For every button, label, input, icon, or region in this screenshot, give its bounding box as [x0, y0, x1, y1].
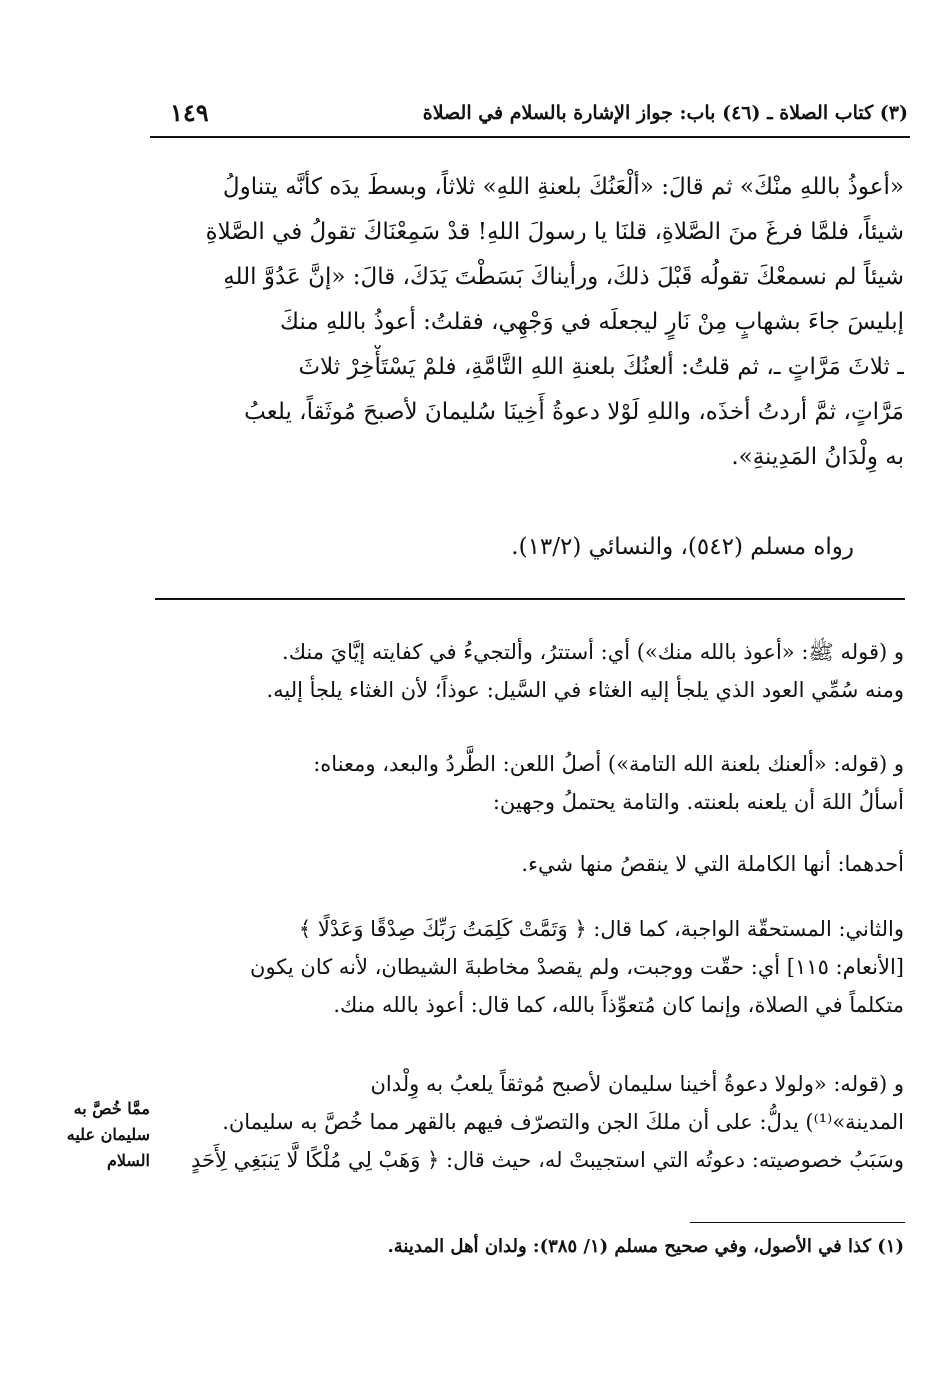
margin-note — [20, 1096, 150, 1174]
hadith-line: ـ ثلاثَ مَرَّاتٍ ـ، ثم قلتُ: ألعنُكَ بلعنةِ اللهِ التَّامَّةِ، فلمْ يَسْتَأْخِرْ ثلاثَ — [298, 354, 904, 380]
commentary-line: أحدهما: أنها الكاملة التي لا ينقصُ منها شيء. — [521, 852, 904, 876]
commentary-paragraph — [144, 1065, 904, 1179]
commentary-line: المدينة»⁽¹⁾) يدلُّ: على أن ملكَ الجن والتصرّف فيهم بالقهر مما خُصَّ به سليمان. — [222, 1110, 904, 1134]
margin-note-line: ممَّا خُصَّ به — [73, 1099, 150, 1118]
hadith-source: رواه مسلم (٥٤٢)، والنسائي (١٣/٢). — [511, 534, 854, 560]
page-number: ١٤٩ — [170, 98, 209, 127]
commentary-line: وسَبَبُ خصوصيته: دعوتُه التي استجيبتْ له، حيث قال: ﴿ وَهَبْ لِي مُلْكًا لَّا يَنبَغِي لِأَحَدٍ — [190, 1148, 904, 1172]
hadith-line: مَرَّاتٍ، ثمَّ أردتُ أخذَه، واللهِ لَوْلا دعوةُ أَخِينَا سُليمانَ لأصبحَ مُوثَقاً، يلعبُ — [244, 399, 904, 425]
commentary-line: و (قوله: «ولولا دعوةُ أخينا سليمان لأصبح مُوثقاً يلعبُ به وِلْدان — [370, 1072, 904, 1096]
commentary-line: ومنه سُمِّي العود الذي يلجأ إليه الغثاء في السَّيل: عوذاً؛ لأن الغثاء يلجأ إليه. — [266, 678, 904, 702]
hadith-line: شيئاً، فلمَّا فرغَ منَ الصَّلاةِ، قلنَا يا رسولَ اللهِ! قدْ سَمِعْنَاكَ تقولُ في الصَّلاةِ — [205, 219, 904, 245]
footnote: (١) كذا في الأصول، وفي صحيح مسلم (١/ ٣٨٥): ولدان أهل المدينة. — [387, 1236, 904, 1257]
margin-note-line: سليمان عليه — [66, 1125, 150, 1144]
section-divider — [155, 598, 905, 600]
commentary-line: [الأنعام: ١١٥] أي: حقّت ووجبت، ولم يقصدْ مخاطبةَ الشيطان، لأنه كان يكون — [250, 955, 904, 979]
hadith-text — [144, 165, 904, 480]
commentary-line: أسألُ اللهَ أن يلعنه بلعنته. والتامة يحتملُ وجهين: — [492, 790, 904, 814]
header-rule — [150, 136, 910, 138]
footnote-rule — [690, 1222, 905, 1223]
commentary-line: و (قوله: «ألعنك بلعنة الله التامة») أصلُ اللعن: الطَّردُ والبعد، ومعناه: — [313, 752, 904, 776]
commentary-line: والثاني: المستحقّة الواجبة، كما قال: ﴿ وَتَمَّتْ كَلِمَتُ رَبِّكَ صِدْقًا وَعَدْلًا ﴾ — [298, 917, 904, 941]
commentary-paragraph — [144, 910, 904, 1024]
running-title: (٣) كتاب الصلاة ـ (٤٦) باب: جواز الإشارة بالسلام في الصلاة — [422, 102, 908, 124]
hadith-line: إبليسَ جاءَ بشهابٍ مِنْ نَارٍ ليجعلَه في وَجْهِي، فقلتُ: أعوذُ باللهِ منكَ — [280, 309, 904, 335]
hadith-line: شيئاً لم نسمعْكَ تقولُه قَبْلَ ذلكَ، ورأيناكَ بَسَطْتَ يَدَكَ، قالَ: «إنَّ عَدُوَّ اللهِ — [223, 264, 904, 290]
commentary-paragraph — [144, 633, 904, 709]
margin-note-line: السلام — [106, 1151, 150, 1170]
commentary-paragraph — [144, 745, 904, 821]
commentary-line: متكلماً في الصلاة، وإنما كان مُتعوِّذاً بالله، كما قال: أعوذ بالله منك. — [333, 993, 904, 1017]
hadith-line: «أعوذُ باللهِ منْكَ» ثم قالَ: «ألْعَنُكَ بلعنةِ اللهِ» ثلاثاً، وبسطَ يدَه كأنَّه يتناولُ — [222, 174, 904, 200]
commentary-paragraph — [144, 845, 904, 883]
commentary-line: و (قوله ﷺ: «أعوذ بالله منك») أي: أستترُ، وألتجيءُ في كفايته إيَّايَ منك. — [282, 640, 904, 664]
hadith-line: به وِلْدَانُ المَدِينةِ». — [731, 444, 904, 470]
page-header — [150, 96, 908, 132]
